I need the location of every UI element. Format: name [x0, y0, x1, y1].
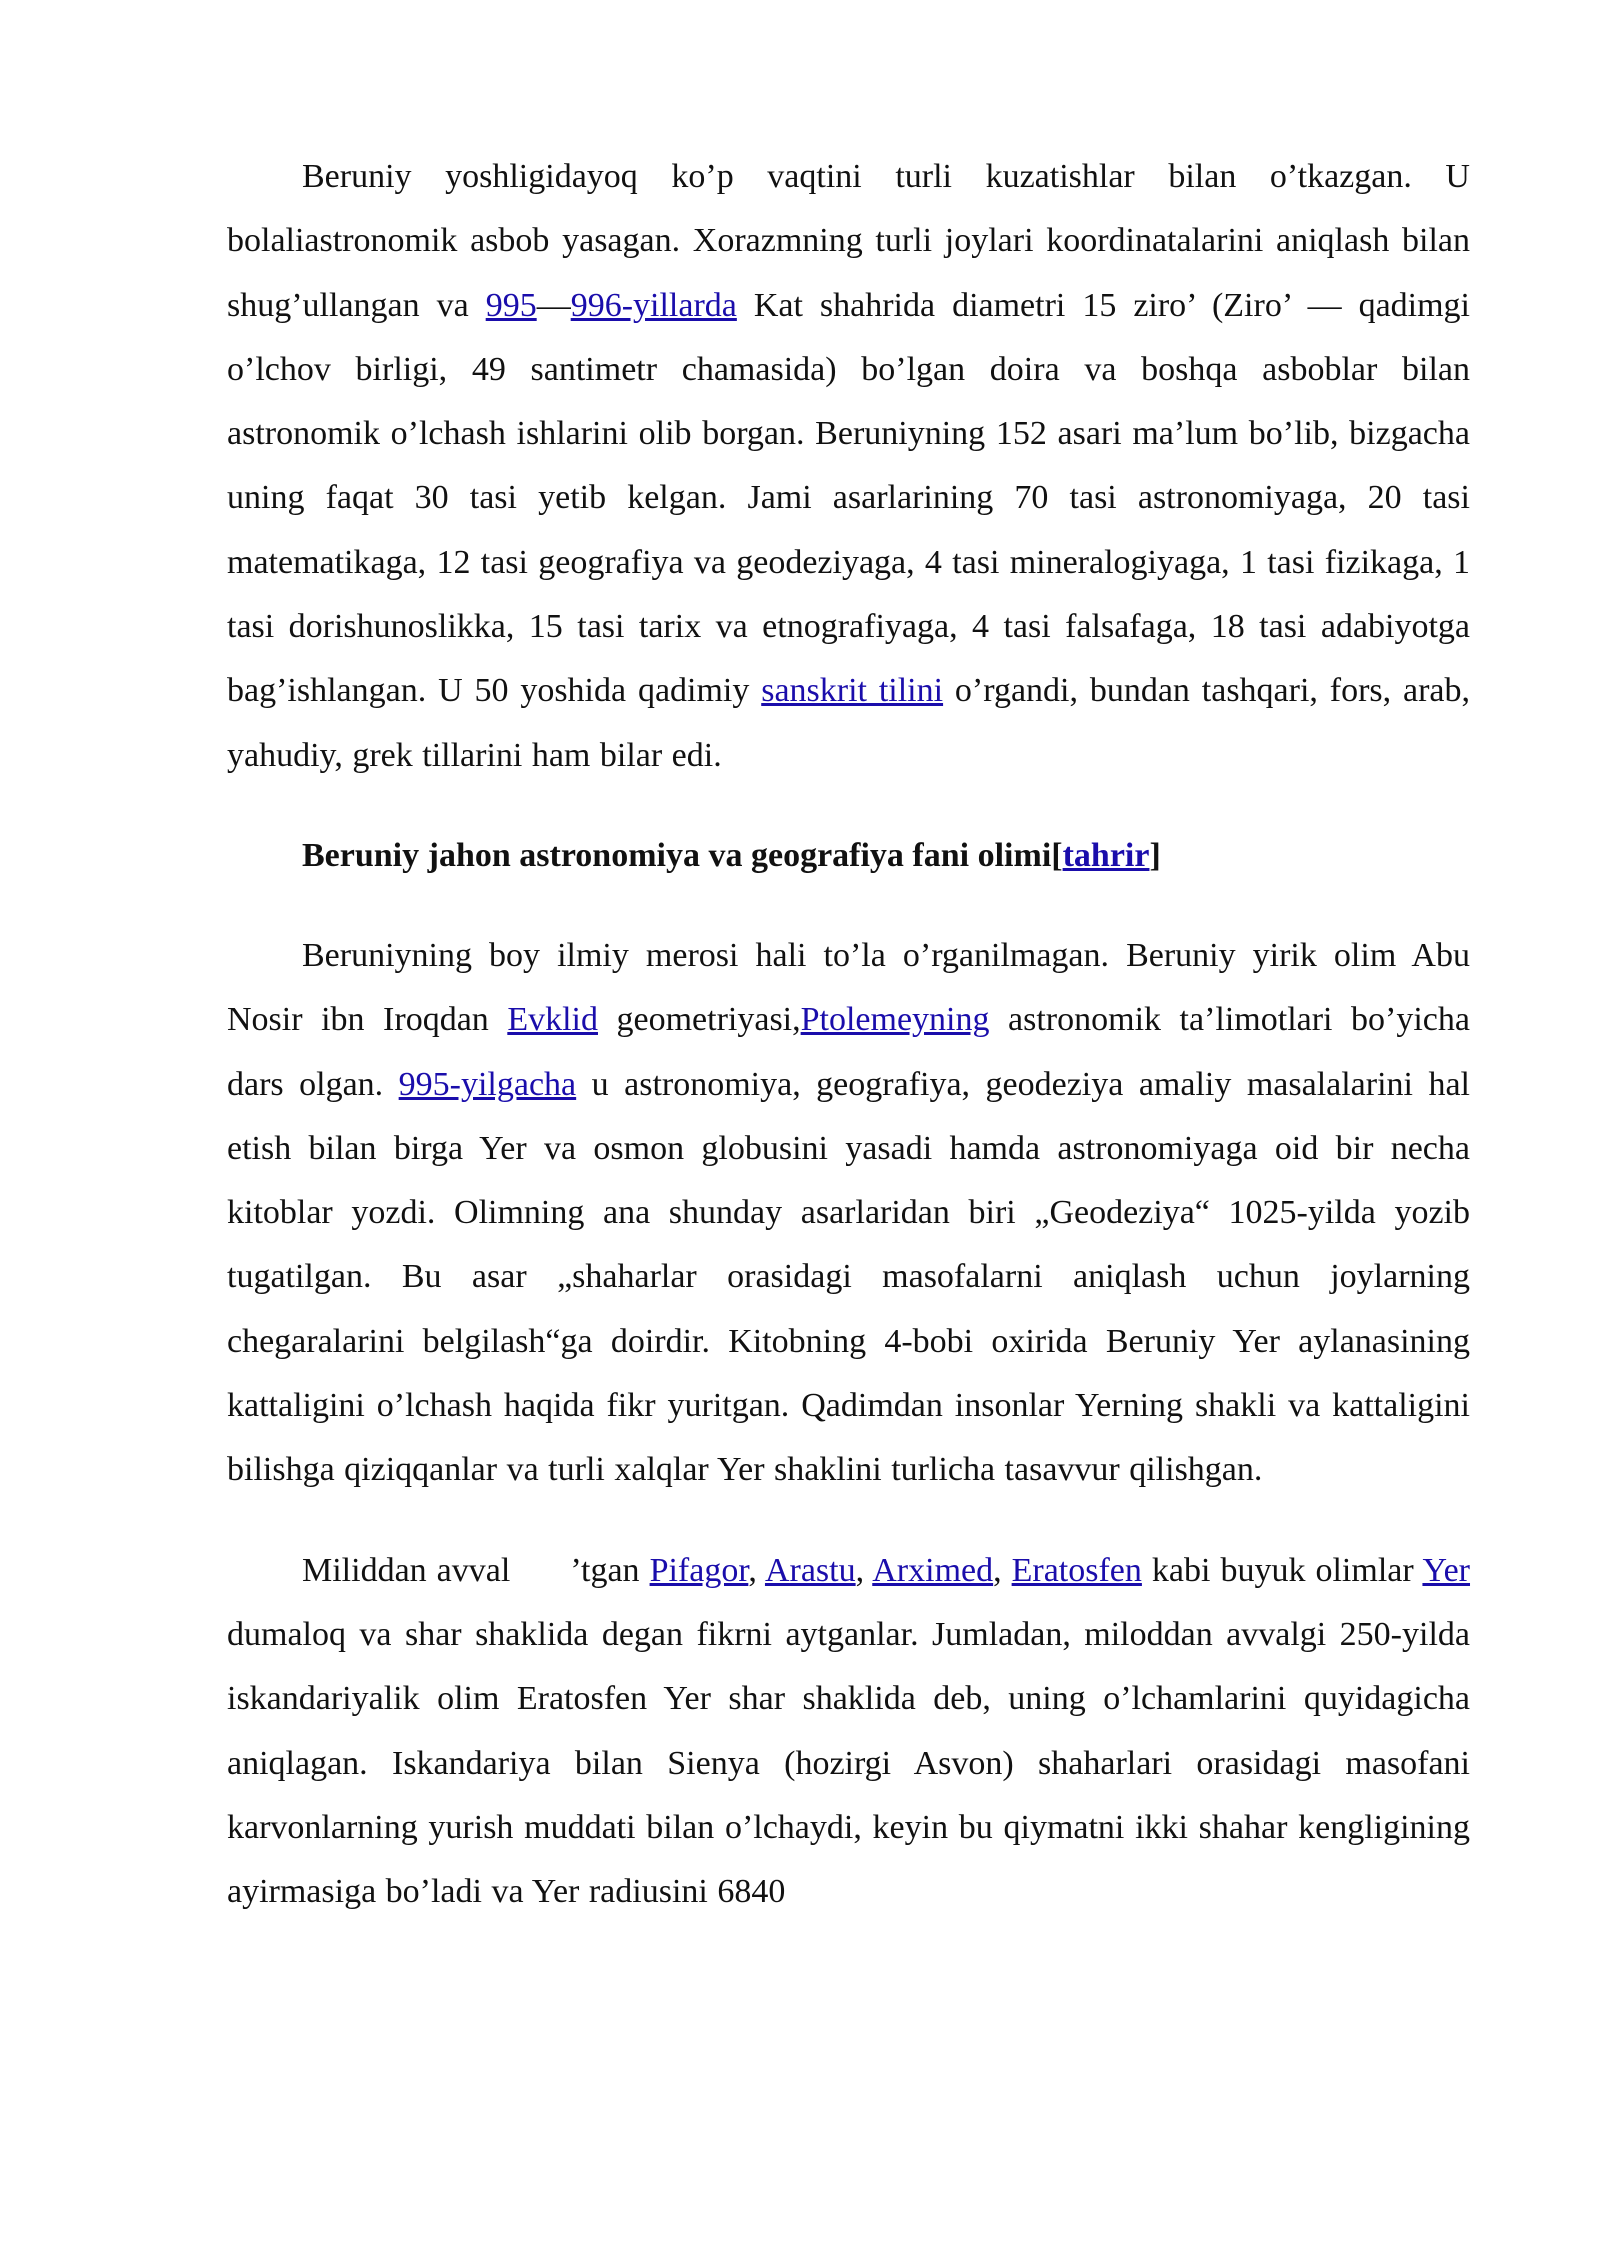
paragraph-text: u astronomiya, geografiya, geodeziya amaliy masalalarini hal etish bilan birga Yer va osmon globusini yasadi hamda astronomiyaga oid bir necha kitoblar yozdi. Olimning ana shunday asarlaridan biri „Geodeziya“ 1025-yilda yozib tugatilgan. Bu asar „shaharlar orasidagi masofalarni aniqlash uchun joylarning chegaralarini belgilash“ga doirdir. Kitobning 4-bobi oxirida Beruniy Yer aylanasining kattaligini o’lchash haqida fikr yuritgan. Qadimdan insonlar Yerning shakli va kattaligini bilishga qiziqqanlar va turli xalqlar Yer shaklini turlicha tasavvur qilishgan.: [227, 1065, 1470, 1489]
heading-bracket-open: [: [1051, 836, 1063, 874]
link-sanskrit-tilini[interactable]: sanskrit tilini: [761, 672, 944, 710]
link-995-yilgacha[interactable]: 995-yilgacha: [398, 1065, 577, 1103]
link-pifagor[interactable]: Pifagor: [649, 1551, 749, 1589]
link-995[interactable]: 995: [485, 286, 537, 324]
paragraph-text: o’rgandi, bundan tashqari, fors, arab, yahudiy, grek tillarini ham bilar edi.: [227, 672, 1470, 774]
edit-section-link[interactable]: tahrir: [1062, 836, 1150, 874]
paragraph-text: astronomik ta’limotlari bo’yicha dars olgan.: [227, 1001, 1470, 1103]
paragraph-text: dumaloq va shar shaklida degan fikrni aytganlar. Jumladan, miloddan avvalgi 250-yilda iskandariyalik olim Eratosfen Yer shar shaklida deb, uning o’lchamlarini quyidagicha aniqlagan. Iskandariya bilan Sienya (hozirgi Asvon) shaharlari orasidagi masofani karvonlarning yurish muddati bilan o’lchaydi, keyin bu qiymatni ikki shahar kengligining ayirmasiga bo’ladi va Yer radiusini 6840: [227, 1615, 1470, 1911]
paragraph-scientific-heritage: [227, 924, 1470, 1503]
section-heading: [227, 824, 1470, 888]
paragraph-text: ’tgan: [570, 1551, 650, 1589]
separator: ,: [855, 1551, 873, 1589]
separator: ,: [993, 1551, 1012, 1589]
link-eratosfen[interactable]: Eratosfen: [1011, 1551, 1142, 1589]
heading-text: Beruniy jahon astronomiya va geografiya fani olimi: [302, 836, 1052, 874]
link-evklid[interactable]: Evklid: [507, 1001, 598, 1039]
heading-bracket-close: ]: [1149, 836, 1161, 874]
separator: ,: [748, 1551, 765, 1589]
paragraph-beruniy-youth: [227, 145, 1470, 788]
paragraph-text: Kat shahrida diametri 15 ziro’ (Ziro’ — qadimgi o’lchov birligi, 49 santimetr chamasida) bo’lgan doira va boshqa asboblar bilan astronomik o’lchash ishlarini olib borgan. Beruniyning 152 asari ma’lum bo’lib, bizgacha uning faqat 30 tasi yetib kelgan. Jami asarlarining 70 tasi astronomiyaga, 20 tasi matematikaga, 12 tasi geografiya va geodeziyaga, 4 tasi mineralogiyaga, 1 tasi fizikaga, 1 tasi dorishunoslikka, 15 tasi tarix va etnografiyaga, 4 tasi falsafaga, 18 tasi adabiyotga bag’ishlangan. U 50 yoshida qadimiy: [227, 286, 1471, 710]
document-page: [227, 145, 1470, 1924]
link-ptolemeyning[interactable]: Ptolemeyning: [800, 1001, 990, 1039]
link-yer[interactable]: Yer: [1422, 1551, 1471, 1589]
paragraph-ancient-scholars: [227, 1539, 1470, 1925]
paragraph-text: kabi buyuk olimlar: [1141, 1551, 1423, 1589]
paragraph-text: Beruniy yoshligidayoq ko’p vaqtini turli kuzatishlar bilan o’tkazgan. U bolaliastronomik asbob yasagan. Xorazmning turli joylari koordinatalarini aniqlash bilan shug’ullangan va: [227, 158, 1470, 324]
paragraph-text: Miliddan avval: [302, 1551, 511, 1589]
em-dash: —: [536, 286, 571, 324]
paragraph-text: Beruniyning boy ilmiy merosi hali to’la o’rganilmagan. Beruniy yirik olim Abu Nosir ibn Iroqdan: [227, 936, 1470, 1039]
link-996-yillarda[interactable]: 996-yillarda: [570, 286, 737, 324]
paragraph-text: geometriyasi,: [597, 1001, 801, 1039]
link-arastu[interactable]: Arastu: [764, 1551, 856, 1589]
link-arximed[interactable]: Arximed: [872, 1551, 994, 1589]
